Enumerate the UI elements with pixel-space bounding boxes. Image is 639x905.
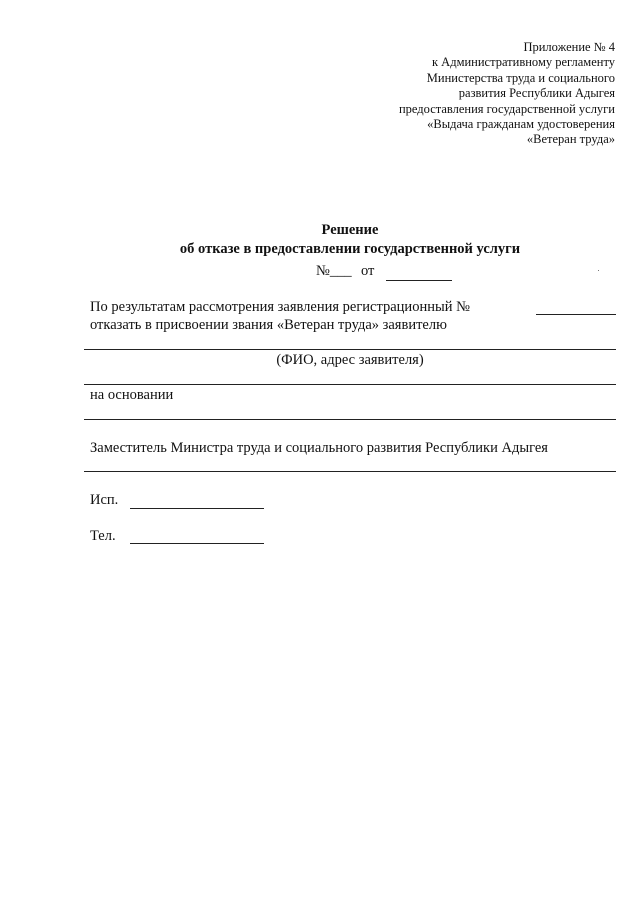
date-label: от <box>361 263 375 279</box>
annex-line: Приложение № 4 <box>523 40 615 54</box>
registration-number-line <box>536 314 616 315</box>
annex-line: Министерства труда и социального <box>426 70 615 85</box>
executor-label: Исп. <box>90 492 119 508</box>
signatory-text: Заместитель Министра труда и социального развития Республики Адыгея <box>90 440 548 456</box>
annex-line: предоставления государственной услуги <box>398 101 615 116</box>
annex-line: развития Республики Адыгея <box>458 86 615 101</box>
refusal-text: отказать в присвоении звания «Ветеран труда» заявителю <box>90 317 447 333</box>
document-subtitle: об отказе в предоставлении государственной услуги <box>179 241 521 257</box>
basis-label: на основании <box>90 387 174 403</box>
phone-label: Тел. <box>90 528 116 544</box>
fio-caption: (ФИО, адрес заявителя) <box>276 352 424 368</box>
basis-line <box>84 419 616 420</box>
annex-block <box>255 40 615 148</box>
annex-line: к Административному регламенту <box>431 55 615 70</box>
document-title: Решение <box>321 222 379 238</box>
number-label: №___ <box>316 263 352 279</box>
applicant-line <box>84 349 616 350</box>
applicant-line-2 <box>84 384 616 385</box>
annex-line: «Выдача гражданам удостоверения <box>427 117 615 132</box>
registration-text: По результатам рассмотрения заявления регистрационный № <box>90 299 470 315</box>
executor-line <box>130 508 264 509</box>
signatory-line <box>84 471 616 472</box>
date-blank-line <box>386 280 452 281</box>
scan-speck <box>598 270 599 271</box>
phone-line <box>130 543 264 544</box>
annex-line: «Ветеран труда» <box>526 132 615 147</box>
